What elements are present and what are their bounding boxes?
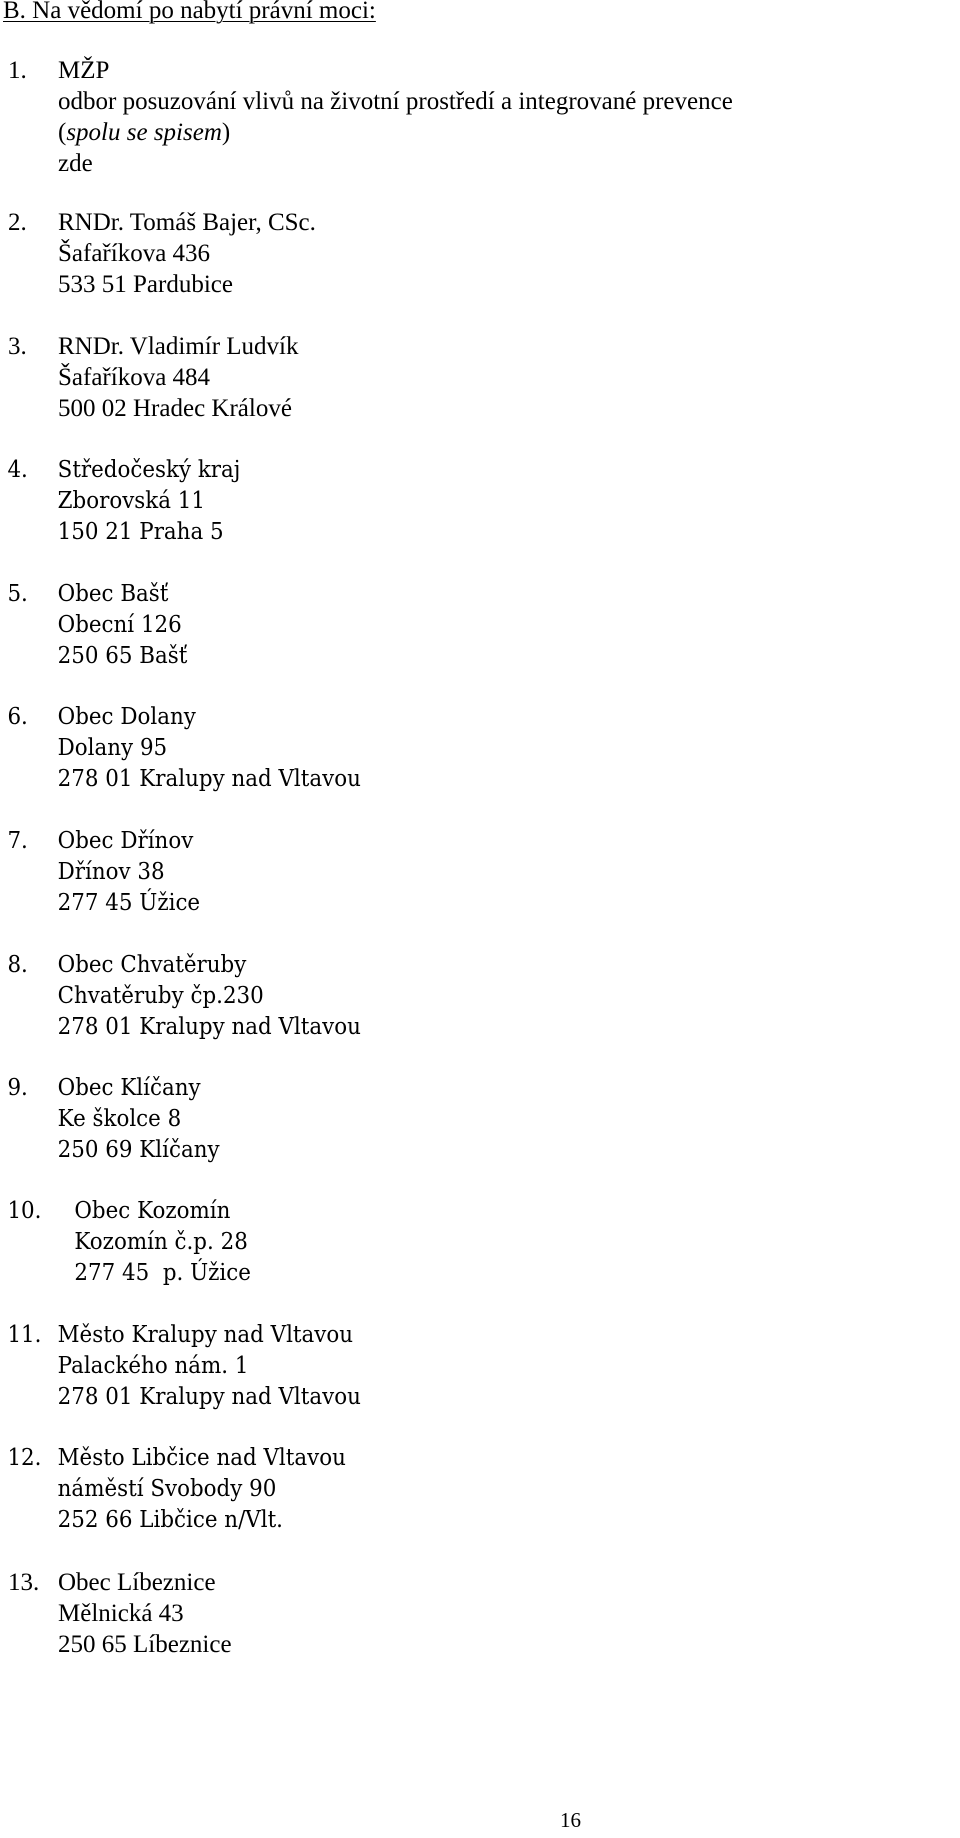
recipient-number: 9. [7, 1075, 28, 1101]
recipient-department: odbor posuzování vlivů na životní prostředí a integrované prevence [58, 88, 733, 115]
recipient-street: Dolany 95 [57, 735, 168, 761]
recipient-city: 250 69 Klíčany [57, 1137, 220, 1163]
recipient-city: 277 45 Úžice [57, 890, 201, 916]
recipient-city: 150 21 Praha 5 [57, 519, 224, 545]
recipient-number: 10. [7, 1198, 42, 1224]
recipient-name: Obec Chvatěruby [57, 952, 247, 978]
recipient-name: Obec Líbeznice [58, 1569, 216, 1596]
recipient-street: Šafaříkova 436 [58, 240, 211, 267]
note-open-paren: ( [58, 119, 67, 146]
recipient-number: 4. [7, 457, 28, 483]
recipient-number: 6. [7, 704, 28, 730]
recipient-city: 252 66 Libčice n/Vlt. [57, 1507, 283, 1533]
recipient-location: zde [58, 150, 93, 177]
note-close-paren: ) [221, 119, 231, 146]
recipient-city: 278 01 Kralupy nad Vltavou [57, 1014, 361, 1040]
recipient-name: Obec Bašť [57, 581, 169, 607]
recipient-street: Ke školce 8 [57, 1106, 182, 1132]
recipient-street: náměstí Svobody 90 [57, 1476, 277, 1502]
note-italic: spolu se spisem [66, 119, 222, 146]
recipient-name: Obec Kozomín [74, 1198, 231, 1224]
recipient-street: Chvatěruby čp.230 [57, 983, 264, 1009]
recipient-street: Kozomín č.p. 28 [74, 1229, 248, 1255]
recipient-street: Palackého nám. 1 [57, 1353, 249, 1379]
recipient-number: 2. [8, 209, 27, 236]
recipient-number: 11. [7, 1322, 42, 1348]
section-heading: B. Na vědomí po nabytí právní moci: [3, 0, 376, 24]
recipient-number: 8. [7, 952, 28, 978]
page-number: 16 [560, 1808, 581, 1832]
recipient-name: Obec Dolany [57, 704, 196, 730]
recipient-street: Mělnická 43 [58, 1600, 184, 1627]
recipient-city: 277 45 p. Úžice [74, 1260, 251, 1286]
recipient-number: 1. [8, 57, 27, 84]
recipient-name: RNDr. Vladimír Ludvík [58, 333, 299, 360]
recipient-city: 278 01 Kralupy nad Vltavou [57, 1384, 361, 1410]
recipient-city: 533 51 Pardubice [58, 271, 233, 298]
recipient-name: Město Libčice nad Vltavou [57, 1445, 346, 1471]
recipient-city: 278 01 Kralupy nad Vltavou [57, 766, 361, 792]
recipient-name: Středočeský kraj [57, 457, 241, 483]
recipient-city: 250 65 Bašť [57, 643, 188, 669]
recipient-name: MŽP [58, 57, 110, 84]
recipient-city: 250 65 Líbeznice [58, 1631, 232, 1658]
recipient-number: 3. [8, 333, 27, 360]
recipient-number: 5. [7, 581, 28, 607]
recipient-number: 12. [7, 1445, 42, 1471]
recipient-street: Dřínov 38 [57, 859, 165, 885]
recipient-name: Město Kralupy nad Vltavou [57, 1322, 354, 1348]
recipient-number: 7. [7, 828, 28, 854]
recipient-number: 13. [8, 1569, 40, 1596]
recipient-street: Šafaříkova 484 [58, 364, 211, 391]
recipient-note [58, 117, 733, 148]
recipient-city: 500 02 Hradec Králové [58, 395, 292, 422]
recipient-street: Zborovská 11 [57, 488, 205, 514]
recipient-street: Obecní 126 [57, 612, 182, 638]
recipient-name: Obec Klíčany [57, 1075, 201, 1101]
recipient-name: RNDr. Tomáš Bajer, CSc. [58, 209, 316, 236]
recipient-name: Obec Dřínov [57, 828, 194, 854]
